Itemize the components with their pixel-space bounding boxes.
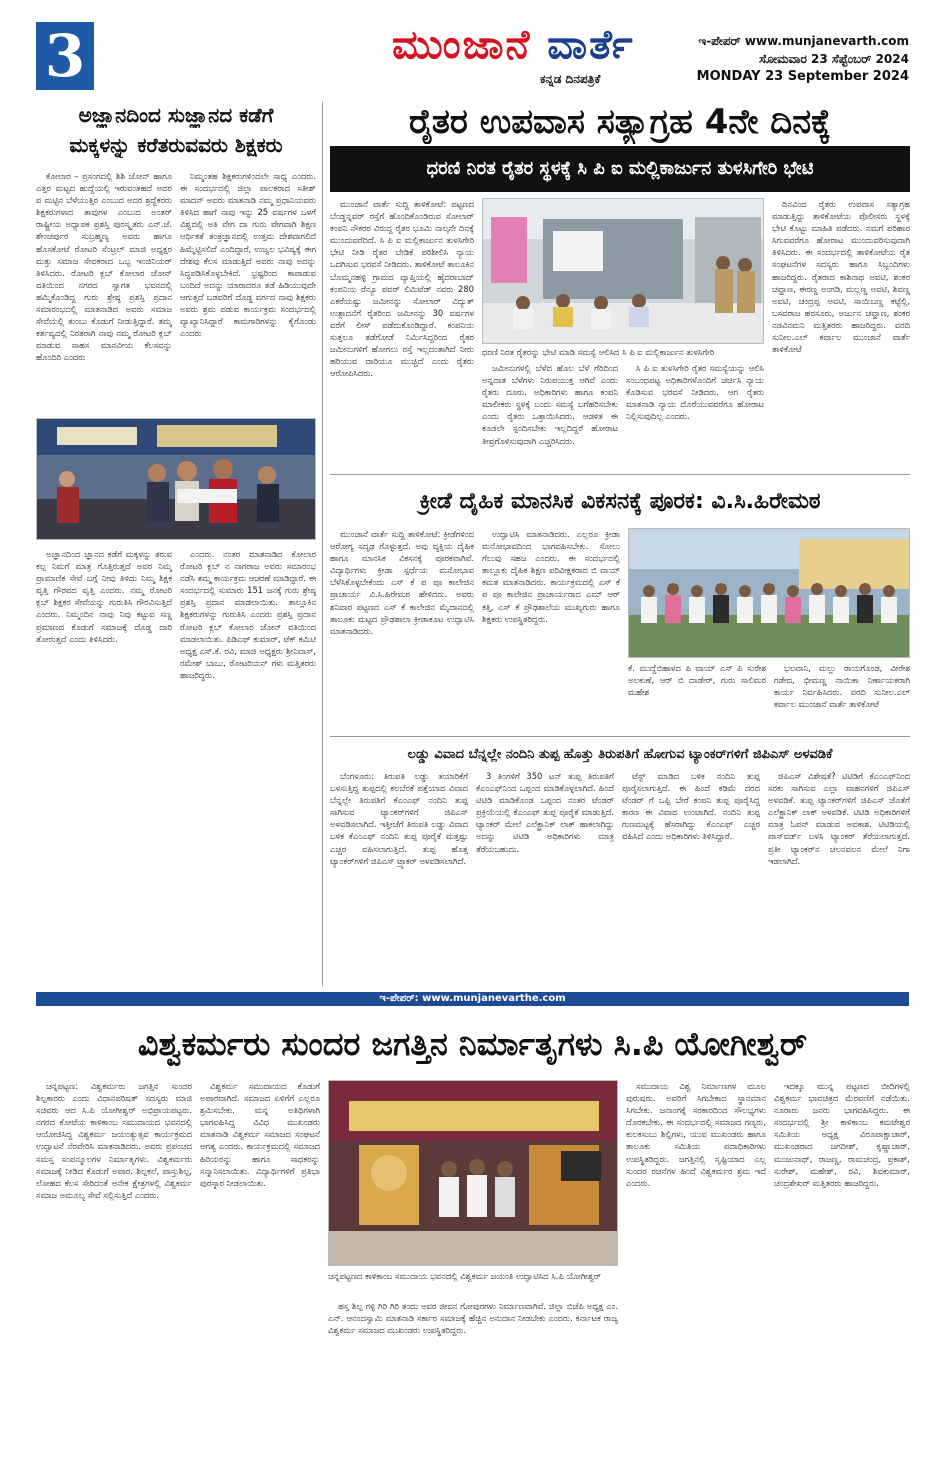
- teachers-body-col2: [180, 170, 316, 410]
- vishwakarma-headline: ವಿಶ್ವಕರ್ಮರು ಸುಂದರ ಜಗತ್ತಿನ ನಿರ್ಮಾತೃಗಳು ಸಿ.ಪಿ ಯೋಗೀಶ್ವರ್: [137, 1025, 808, 1063]
- vishwakarma-body-col4: [626, 1080, 766, 1470]
- farmers-body-col4: [772, 198, 910, 468]
- farmers-body-col1: [330, 198, 474, 468]
- page-number: 3: [36, 22, 94, 90]
- teachers-body-col1: [36, 170, 172, 410]
- sports-meet-image: [629, 529, 910, 658]
- vishwakarma-body-col5: [774, 1080, 910, 1470]
- farmers-body-col3: [626, 362, 764, 468]
- vishwakarma-body-col1-text: ಚನ್ನಪಟ್ಟಣ: ವಿಶ್ವಕರ್ಮರು ಜಗತ್ತಿನ ಸುಂದರ ಶಿಲ್ಪಕಾರರು ಎಂದು ವಿಧಾನಪರಿಷತ್ ಸದಸ್ಯರು ಮಾಜಿ ಸಚಿವರು ಆದ ಸಿ.ಪಿ ಯೋಗೀಶ್ವರ್ ಅಭಿಪ್ರಾಯಪಟ್ಟರು. ನಗರದ ಕೋಟೆಯ ಕಾಳಿಕಾಂಬ ಸಮುದಾಯದ ಭವನದಲ್ಲಿ ಆಯೋಜಿಸಿದ್ದ ವಿಶ್ವಕರ್ಮ ಜಯಂತ್ಯುತ್ಸವ ಕಾರ್ಯಕ್ರಮದ ಉದ್ಘಾಟನೆ ನೆರವೇರಿಸಿ ಮಾತನಾಡಿದರು. ಅವರು ಪ್ರಪಂಚದ ಸಮಸ್ತ ಸಂಪನ್ಮೂಲಗಳ ನಿರ್ಮಾತೃಗಳು. ವಿಶ್ವಕರ್ಮರು ಸಮಾಜಕ್ಕೆ ನೀಡಿದ ಕೊಡುಗೆ ಅಪಾರ. ಶಿಲ್ಪಕಲೆ, ವಾಸ್ತುಶಿಲ್ಪ, ಲೋಹದ ಕೆಲಸ ಸೇರಿದಂತೆ ಅನೇಕ ಕ್ಷೇತ್ರಗಳಲ್ಲಿ ವಿಶ್ವಕರ್ಮ ಸಮಾಜ ಅಮೂಲ್ಯ ಸೇವೆ ಸಲ್ಲಿಸುತ್ತಿದೆ ಎಂದರು.: [36, 1081, 192, 1200]
- masthead: [0, 0, 945, 98]
- protest-image: [483, 199, 764, 344]
- vishwakarma-body-col2-b: [328, 1300, 618, 1470]
- vishwakarma-caption: ಚನ್ನಪಟ್ಟಣದ ಕಾಳಿಕಾಂಬ ಸಮುದಾಯ ಭವನದಲ್ಲಿ ವಿಶ್ವಕರ್ಮ ಜಯಂತಿ ಉದ್ಘಾಟಿಸಿದ ಸಿ.ಪಿ ಯೋಗೀಶ್ವರ್: [328, 1271, 602, 1281]
- teachers-body-col1-text: ಕೋಲಾರ – ಪ್ರಸಂಗದಲ್ಲಿ ಶಿಶಿ ಜೋನ್ ಹಾಗೂ ಎತ್ತರ ಮಟ್ಟದ ಹುದ್ದೆಯಲ್ಲಿ ಇರುವಂತಹದೆ ಅದರ ಪ ಮಟ್ಟಿನ ಬೆಳೆಯುತ್ತಿರ ಎಂಬುದ ಅದರ ಶ್ರದ್ಧೆಕರರು ಶಿಕ್ಷಕರುಗಳಾದ ತಾವುಗಳ ಎಂಬುದ ಅಂತರ್ ರಾಷ್ಟ್ರೀಯ ಅಧ್ಯಾಪಕ ಪ್ರಶಸ್ತಿ ಪುರಸ್ಕೃತರು ಎನ್.ಜೆ. ಶೇಂಚರ್ಪುರ ಸುಬ್ರಹ್ಮಣ್ಯ ಅವರು ಹಾಗೂ ಹೊಸಕೋಟೆ ರೋಟರಿ ಸೆಂಟ್ರಲ್ ಮಾಜಿ ಅಧ್ಯಕ್ಷರ ಮತ್ತು ಸಮಾಜ ಸೇವಕರಾದ ಒಬ್ಬ ಇಂಜಿನಿಯರ್ ತಿಳಿಸಿದರು. ರೋಟರಿ ಕ್ಲಬ್ ಕೋಲಾರ ಜೋನ್ ವತಿಯಿಂದ ನಗರದ ಸ್ವಾಗತ ಭವನದಲ್ಲಿ ಹಮ್ಮಿಕೊಂಡಿದ್ದ ಗುರು ಶ್ರೇಷ್ಠ ಪ್ರಶಸ್ತಿ ಪ್ರದಾನ ಸಮಾರಂಭದಲ್ಲಿ ಮಾತನಾಡಿದ ಅವರು ಸಮಾಜ ಸೇವೆಯಲ್ಲಿ ತುಂಬು ಕೊಡುಗೆ ನೀಡುತ್ತಿದ್ದಾರೆ. ತಮ್ಮ ಕರ್ತವ್ಯದಲ್ಲಿ ನಿರತರಾಗಿ ನಾವು ನಮ್ಮ ರೋಟರಿ ಕ್ಲಬ್ ಮಾಡುವ ಸಾಹಸ ಮಾನವೀಯ ಕೆಲಸವನ್ನು ಹೊಂದಿರಿ ಎಂದರು: [36, 171, 172, 363]
- sports-body-col2: [482, 528, 620, 728]
- farmers-body-col4-text: ದಿನವಿಂದ ರೈತರು ಉಪವಾಸ ಸತ್ಯಾಗ್ರಹ ಮಾಡುತ್ತಿದ್ದು ತಾಳಿಕೋಟೆಯ ಪೊಲೀಸರು ಸ್ಥಳಕ್ಕೆ ಭೇಟಿ ಕೊಟ್ಟು ಮಾಹಿತಿ ಪಡೆದರು. ನಮಗೆ ಪರಿಹಾರ ಸಿಗುವವರೆಗೂ ಹೋರಾಟ ಮುಂದುವರಿಸುವುದಾಗಿ ತಿಳಿಸಿದರು. ಈ ಸಂದರ್ಭದಲ್ಲಿ ತಾಳಿಕೋಟೆಯ ರೈತ ಸಂಘಟನೆಗಳ ಸದಸ್ಯರು ಹಾಗೂ ಸಿಬ್ಬಂದಿಗಳು ಹಾಜರಿದ್ದರು. ರೈತರಾದ ಕಾಶಿನಾಥ ಅವಟಿ, ಶಂಕರ ಚವ್ಹಾಣ, ಈರಣ್ಣ ಅಂಗಡಿ, ಮಲ್ಲಣ್ಣ ಅವಟಿ, ಶಿವಣ್ಣ ಅವಟಿ, ಚಂದ್ರಪ್ಪ ಅವಟಿ, ಸಾಯಿಬಣ್ಣ ಕಟ್ಟೆಲ್ಲಿ, ಬಸವರಾಜ ಹರಸೂರು, ಅರ್ಜುನ ಚವ್ಹಾಣ, ಶಂಕರ ನಡವಿನಮನಿ ಮತ್ತಿತರರು ಹಾಜರಿದ್ದರು. ವರದಿ ಸುನೀಲ.ಎಲ್ ಕರ್ವಾಲ ಮುಂಜಾನೆ ವಾರ್ತೆ ತಾಳಿಕೋಟೆ: [772, 199, 910, 355]
- date-english: MONDAY 23 September 2024: [696, 69, 909, 84]
- sports-body-col2-text: ಉದ್ಘಾಟಿಸಿ ಮಾತನಾಡಿದರು. ಎಲ್ಲರೂ ಕ್ರೀಡಾ ಮನೋಭಾವದಿಂದ ಭಾಗವಹಿಸಬೇಕು. ಸೋಲು ಗೆಲುವು ಸಹಜ ಎಂದರು. ಈ ಸಂದರ್ಭದಲ್ಲಿ ತಾಲ್ಲೂಕು ದೈಹಿಕ ಶಿಕ್ಷಣ ಪರಿವೀಕ್ಷಕರಾದ ಬಿ ವಾಯ್ ಕಮತ ಮಾತನಾಡಿದರು. ಕಾರ್ಯಕ್ರಮದಲ್ಲಿ ಎಸ್ ಕೆ ಪ ಪೂ ಕಾಲೇಜಿನ ಪ್ರಾಚಾರ್ಯರಾದ ಎಮ್ ಆರ್ ಕತ್ತಿ, ಎಸ್ ಕೆ ಪ್ರೌಢಶಾಲೆಯ ಮುಖ್ಯಗುರು ಹಾಗೂ ಶಿಕ್ಷಕರು ಉಪಸ್ಥಿತರಿದ್ದರು.: [482, 529, 620, 624]
- farmers-headline: ರೈತರ ಉಪವಾಸ ಸತ್ಯಾಗ್ರಹ 4ನೇ ದಿನಕ್ಕೆ: [408, 102, 832, 142]
- ghee-body-col2-text: 3 ತಿಂಗಳಿಗೆ 350 ಟನ್ ತುಪ್ಪ ತಿರುಪತಿಗೆ ಕೆಎಂಎಫ್‌ನಿಂದ ಒಪ್ಪಂದ ಮಾಡಿಕೊಳ್ಳಲಾಗಿದೆ. ಹಿಂದೆ ಟಿಟಿಡಿ ಮಾಡಿಕೊಂಡ ಒಪ್ಪಂದ ನಂತರ ಟೆಂಡರ್ ಪ್ರಕ್ರಿಯೆಯಲ್ಲಿ ಕೆಎಂಎಫ್ ತುಪ್ಪ ಪೂರೈಕೆ ಮಾಡುತ್ತಿದೆ. ಟ್ಯಾಂಕರ್ ಮೇಲೆ ಎಲೆಕ್ಟ್ರಾನಿಕ್ ಲಾಕ್ ಹಾಕಲಾಗಿದ್ದು ಅದನ್ನು ಟಿಟಿಡಿ ಅಧಿಕಾರಿಗಳು ಮಾತ್ರ ತೆರೆಯಬಹುದು.: [476, 771, 614, 854]
- award-ceremony-image: [37, 419, 316, 540]
- date-kannada: ಸೋಮವಾರ 23 ಸೆಪ್ಟೆಂಬರ್ 2024: [759, 52, 909, 66]
- ghee-body-col3: [622, 770, 760, 984]
- website-link[interactable]: ಇ-ಪೇಪರ್ www.munjanevarth.com: [698, 34, 909, 48]
- teachers-body-col1-b-text: ಅಜ್ಞಾನದಿಂದ ಜ್ಞಾನದ ಕಡೆಗೆ ಮಕ್ಕಳನ್ನು ತರುವ ಕಲ್ಪ ನಿಮಗೆ ಮಾತ್ರ ಗೊತ್ತಿರುತ್ತದೆ ಅವರ ನಿಮ್ಮ ಪ್ರಾಮಾಣಿಕ ಸೇವೆ ಬಗ್ಗೆ ನೀವು ತಿಳಿದು ನಿಮ್ಮ ಶಿಕ್ಷಕ ವೃತ್ತಿ ಗೌರವದ ವೃತ್ತಿ ಎಂದರು. ನಮ್ಮ ರೋಟರಿ ಕ್ಲಬ್ ಶಿಕ್ಷಕರ ಸೇವೆಯನ್ನು ಗುರುತಿಸಿ ಗೌರವಿಸುತ್ತಿದೆ ಎಂದರು. ನಿಮ್ಮಂದಿನ ನಾವು ನಿವು ಕಟ್ಟುವ ಸಣ್ಣ ಪ್ರಮಾಣದ ಕೊಡುಗೆ ಸಮಾಜಕ್ಕೆ ದೊಡ್ಡ ದಾರಿ ತೋರುತ್ತದೆ ಎಂದು ತಿಳಿಸಿದರು.: [36, 549, 172, 644]
- sports-body-col1-text: ಮುಂಜಾನೆ ವಾರ್ತೆ ಸುದ್ದಿ ತಾಳಿಕೋಟೆ: ಕ್ರೀಡೆಗಳಿಂದ ಆರೋಗ್ಯ ಸದೃಢ ಗೊಳ್ಳುತ್ತದೆ. ಅವು ವ್ಯಕ್ತಿಯ ದೈಹಿಕ ಹಾಗೂ ಮಾನಸಿಕ ವಿಕಸನಕ್ಕೆ ಪೂರಕವಾಗಿವೆ. ವಿದ್ಯಾರ್ಥಿಗಳು ಕ್ರೀಡಾ ಸ್ಪರ್ಧೆಯ ಮನೋಭಾವ ಬೆಳೆಸಿಕೊಳ್ಳಬೇಕೆಂದು ಎಸ್ ಕೆ ಪ ಪೂ ಕಾಲೇಜಿನ ಪ್ರಾಚಾರ್ಯ ವಿ.ಸಿ.ಹಿರೇಮಠ ಹೇಳಿದರು. ಅವರು ಶನಿವಾರ ಪಟ್ಟಣದ ಎಸ್ ಕೆ ಕಾಲೇಜಿನ ಮೈದಾನದಲ್ಲಿ ತಾಲೂಕು ಮಟ್ಟದ ಪ್ರೌಢಶಾಲಾ ಕ್ರೀಡಾಕೂಟ ಉದ್ಘಾಟಿಸಿ ಮಾತನಾಡಿದರು.: [330, 529, 474, 636]
- ghee-body-col4-text: ಜಿಪಿಎಸ್ ವಿಶೇಷತೆ? ಟಿಟಿಡಿಗೆ ಕೆಎಂಎಫ್‌ನಿಂದ ಸರಕು ಸಾಗಿಸುವ ಎಲ್ಲಾ ವಾಹನಗಳಿಗೆ ಜಿಪಿಎಸ್ ಅಳವಡಿಕೆ. ತುಪ್ಪ ಟ್ಯಾಂಕರ್‌ಗಳಿಗೆ ಜಿಪಿಎಸ್ ಜೊತೆಗೆ ಎಲೆಕ್ಟ್ರಾನಿಕ್ ಲಾಕ್ ಅಳವಡಿಕೆ. ಟಿಟಿಡಿ ಅಧಿಕಾರಿಗಳಿಗೆ ಮಾತ್ರ ಓಪನ್ ಮಾಡುವ ಅವಕಾಶ. ಟಿಟಿಡಿಯಲ್ಲಿ ಪಾಸ್‌ವರ್ಡ್ ಬಳಸಿ ಟ್ಯಾಂಕರ್ ತೆರೆಯಲಾಗುತ್ತದೆ. ಪ್ರತೀ ಟ್ಯಾಂಕರ್‌ನ ಚಲನವಲನ ಮೇಲೆ ನಿಗಾ ಇಡಲಾಗಿದೆ.: [768, 771, 910, 866]
- vishwakarma-body-col5-text: ಇದಕ್ಕೂ ಮುನ್ನ ಪಟ್ಟಣದ ಬೀದಿಗಳಲ್ಲಿ ವಿಶ್ವಕರ್ಮ ಭಾವಚಿತ್ರದ ಮೆರವಣಿಗೆ ನಡೆಯಿತು. ನೂರಾರು ಜನರು ಭಾಗವಹಿಸಿದ್ದರು. ಈ ಸಂದರ್ಭದಲ್ಲಿ ಶ್ರೀ ಕಾಳಿಕಾಂಬ ಕಮಟೇಶ್ವರ ಸಮಿತಿಯ ಅಧ್ಯಕ್ಷ ವಿರೂಪಾಕ್ಷಾಚಾರ್, ಮುಖಂಡರಾದ ಜಗದೀಶ್, ಕೃಷ್ಣಾಚಾರ್, ಮಂಜುನಾಥ್, ರಾಜಣ್ಣ, ರಾಮಚಂದ್ರ, ಪ್ರಕಾಶ್, ಸುರೇಶ್, ಮಹೇಶ್, ರವಿ, ಶಿವಕುಮಾರ್, ಚಂದ್ರಶೇಖರ್ ಮತ್ತಿತರರು ಹಾಜರಿದ್ದರು.: [774, 1081, 910, 1188]
- teachers-headline-line2: ಮಕ್ಕಳನ್ನು ಕರೆತರುವವರು ಶಿಕ್ಷಕರು: [69, 133, 283, 157]
- section-divider: [330, 736, 910, 737]
- teachers-headline-line1: ಅಜ್ಞಾನದಿಂದ ಸುಜ್ಞಾನದ ಕಡೆಗೆ: [78, 103, 274, 127]
- ghee-body-col3-text: ಟೆಸ್ಟ್‌ ಮಾಡಿದ ಬಳಿಕ ನಂದಿನಿ ತುಪ್ಪ ಪೂರೈಸಲಾಗುತ್ತಿದೆ. ಈ ಹಿಂದೆ ಕಡಿಮೆ ದರದ ಟೆಂಡರ್ ಗೆ ಒಪ್ಪಿ ಬೇರೆ ಕಂಪನಿ ತುಪ್ಪ ಪೂರೈಸಿದ್ದ ಕಾರಣ ಈ ವಿವಾದ ಉಂಟಾಗಿದೆ. ನಂದಿನಿ ತುಪ್ಪ ಗುಣಮಟ್ಟಕ್ಕೆ ಹೆಸರಾಗಿದ್ದು ಕೆಎಂಎಫ್ ಎಚ್ಚರ ವಹಿಸಿದೆ ಎಂದು ಅಧಿಕಾರಿಗಳು ತಿಳಿಸಿದ್ದಾರೆ.: [622, 771, 760, 842]
- ghee-body-col4: [768, 770, 910, 984]
- edition-info: [697, 32, 909, 86]
- farmers-caption: ಧರಣಿ ನಿರತ ರೈತರನ್ನು ಭೇಟಿ ಮಾಡಿ ಸಮಸ್ಯೆ ಆಲಿಸಿದ ಸಿ ಪಿ ಐ ಮಲ್ಲಿಕಾರ್ಜುನ ತುಳಸಿಗೇರಿ: [482, 347, 715, 357]
- farmers-subhead: ಧರಣಿ ನಿರತ ರೈತರ ಸ್ಥಳಕ್ಕೆ ಸಿ ಪಿ ಐ ಮಲ್ಲಿಕಾರ್ಜುನ ತುಳಸಿಗೇರಿ ಭೇಟಿ: [330, 146, 910, 192]
- tagline: ಕನ್ನಡ ದಿನಪತ್ರಿಕೆ: [540, 72, 601, 86]
- sports-headline: ಕ್ರೀಡೆ ದೈಹಿಕ ಮಾನಸಿಕ ವಿಕಸನಕ್ಕೆ ಪೂರಕ: ವಿ.ಸಿ.ಹಿರೇಮಠ: [419, 489, 821, 514]
- sports-body-col1: [330, 528, 474, 728]
- sports-photo: [628, 528, 910, 658]
- vishwakarma-event-image: [329, 1081, 618, 1266]
- vishwakarma-body-col2-text: ವಿಶ್ವಕರ್ಮ ಸಮುದಾಯದ ಕೊಡುಗೆ ಅಪಾರವಾಗಿದೆ. ಸಮಾಜದ ಏಳಿಗೆಗೆ ಎಲ್ಲರೂ ಶ್ರಮಿಸಬೇಕು. ಮನ್ನ ಅತಿಥಿಗಳಾಗಿ ಭಾಗವಹಿಸಿದ್ದ ವಿವಿಧ ಮುಖಂಡರು ಮಾತನಾಡಿ ವಿಶ್ವಕರ್ಮ ಸಮಾಜದ ಸಂಘಟನೆ ಅಗತ್ಯ ಎಂದರು. ಕಾರ್ಯಕ್ರಮದಲ್ಲಿ ಸಮಾಜದ ಹಿರಿಯರನ್ನು ಹಾಗೂ ಸಾಧಕರನ್ನು ಸನ್ಮಾನಿಸಲಾಯಿತು. ವಿದ್ಯಾರ್ಥಿಗಳಿಗೆ ಪ್ರತಿಭಾ ಪುರಸ್ಕಾರ ನೀಡಲಾಯಿತು.: [200, 1081, 320, 1188]
- sports-body-col4: [774, 662, 910, 728]
- sports-body-col4-text: ಭಲವಾನಿ, ಮಲ್ಲು ರಾಯಗೊಂಡ, ವೀರೇಶ ಗಡೇದ, ಭೀಮಣ್ಣ ನಾಯಿಕಾ ನಿರ್ಣಾಯಕರಾಗಿ ಕಾರ್ಯ ನಿರ್ವಹಿಸಿದರು. ವರದಿ ಸುನೀಲ.ಎಲ್ ಕರ್ವಾಲ ಮುಂಜಾನೆ ವಾರ್ತೆ ತಾಳಿಕೋಟೆ: [774, 663, 910, 710]
- logo-part1: ಮುಂಜಾನೆ: [392, 22, 532, 68]
- section-divider: [330, 474, 910, 475]
- ghee-body-col1-text: ಬೆಂಗಳೂರು: ತಿರುಪತಿ ಲಡ್ಡು ತಯಾರಿಕೆಗೆ ಬಳಸುತ್ತಿದ್ದ ತುಪ್ಪದಲ್ಲಿ ಕಲಬೆರಕೆ ಪತ್ತೆಯಾದ ವಿವಾದ ಬೆನ್ನಲ್ಲೇ ತಿರುಪತಿಗೆ ಕೆಎಂಎಫ್ ನಂದಿನಿ ತುಪ್ಪ ಸಾಗಿಸುವ ಟ್ಯಾಂಕರ್‌ಗಳಿಗೆ ಜಿಪಿಎಸ್ ಅಳವಡಿಸಲಾಗಿದೆ. ಇತ್ತೀಚೆಗೆ ತಿರುಪತಿ ಲಡ್ಡು ವಿವಾದ ಬಳಿಕ ಕೆಎಂಎಫ್ ನಂದಿನಿ ತುಪ್ಪ ಪೂರೈಕೆ ಮತ್ತಷ್ಟು ಎಚ್ಚರ ವಹಿಸಲಾಗುತ್ತಿದೆ. ತುಪ್ಪ ಹೊತ್ತ ಟ್ಯಾಂಕರ್‌ಗಳಿಗೆ ಜಿಪಿಎಸ್ ಟ್ರ್ಯಾಕರ್ ಅಳವಡಿಸಲಾಗಿದೆ.: [330, 771, 468, 866]
- vishwakarma-body-col2-b-text: ಹಸ್ತ ಶಿಲ್ಪ ಗಳ್ಳಿ ಗಿರಿ ಗಿರಿ ತಂದು ಅವರ ಜೀವನ ಗೋಪುರಗಳು ನಿರ್ಮಾಣವಾಗಿವೆ. ಜಿಲ್ಲಾ ಬಿಜೆಪಿ ಅಧ್ಯಕ್ಷ ಎಂ. ಎನ್. ಆನಂದಸ್ವಾಮಿ ಮಾತನಾಡಿ ಸರ್ಕಾರ ಸಮಾಜಕ್ಕೆ ಹೆಚ್ಚಿನ ಅನುದಾನ ನೀಡಬೇಕು ಎಂದರು. ಕರ್ನಾಟಕ ರಾಜ್ಯ ವಿಶ್ವಕರ್ಮ ಸಮಾಜದ ಮುಖಂಡರು ಉಪಸ್ಥಿತರಿದ್ದರು.: [328, 1301, 618, 1336]
- teachers-body-col2-b-text: ಎಂದರು. ನಂತರ ಮಾತನಾಡಿದ ಕೋಲಾರ ರೋಟರಿ ಕ್ಲಬ್ ನ ನಾಗರಾಜ ಅವರು ಸಮಾರಂಭ ನಡೆಸಿ ತಮ್ಮ ಕಾರ್ಯಕ್ರಮ ಆಚರಣೆ ಮಾಡಿದ್ದಾರೆ. ಈ ಸಂದರ್ಭದಲ್ಲಿ ಸುಮಾರು 151 ಜನಕ್ಕೆ ಗುರು ಶ್ರೇಷ್ಠ ಪ್ರಶಸ್ತಿ ಪ್ರದಾನ ಮಾಡಲಾಯಿತು. ತಾಲ್ಲೂಕಿನ ಶಿಕ್ಷಕರುಗಳನ್ನು ಗುರುತಿಸಿ ಎಂದರು ಪ್ರಶಸ್ತಿ ಪ್ರದಾನ ರೋಟರಿ ಕ್ಲಬ್ ಕೋಲಾರ ಜೋನ್ ವತಿಯಿಂದ ಮಾಡಲಾಯಿತು. ಪಿಡಿಎಫ್ ಕುಮಾರ್, ಟೆಕ್ ಕಮಿಟಿ ಅಧ್ಯಕ್ಷ ಎಸ್.ಕೆ. ರವಿ, ಮಾಜಿ ಅಧ್ಯಕ್ಷರು ಶ್ರೀನಿವಾಸ್, ರಮೇಶ್ ಬಾಬು, ರೋಟರಿಯನ್ ಗಳು ಮತ್ತಿತರರು ಹಾಜರಿದ್ದರು.: [180, 549, 316, 680]
- vishwakarma-body-col4-text: ಸಮುದಾಯ ವಿಶ್ವ ನಿರ್ಮಾಣಗಳ ಮೂಲ ಪುರುಷರು. ಅವರಿಗೆ ಸಿಗಬೇಕಾದ ಸ್ಥಾನಮಾನ ಸಿಗಬೇಕು. ಜನಾಂಗಕ್ಕೆ ಸರಕಾರದಿಂದ ಸೌಲಭ್ಯಗಳು ದೊರಕಬೇಕು. ಈ ಸಂದರ್ಭದಲ್ಲಿ ಸಮಾಜದ ಗಣ್ಯರು, ಕುಲಕಸುಬು ಶಿಲ್ಪಿಗಳು, ಯುವ ಮುಖಂಡರು ಹಾಗೂ ತಾಲೂಕು ಸಮಿತಿಯ ಪದಾಧಿಕಾರಿಗಳು ಉಪಸ್ಥಿತರಿದ್ದರು. ಜಗತ್ತಿನಲ್ಲಿ ಸೃಷ್ಟಿಯಾದ ಎಲ್ಲ ಸುಂದರ ರಚನೆಗಳ ಹಿಂದೆ ವಿಶ್ವಕರ್ಮರ ಶ್ರಮ ಇದೆ ಎಂದರು.: [626, 1081, 766, 1188]
- teachers-body-col2-b: [180, 548, 316, 984]
- logo-part2: ವಾರ್ತೆ: [547, 22, 635, 68]
- farmers-body-col1-text: ಮುಂಜಾನೆ ವಾರ್ತೆ ಸುದ್ದಿ ತಾಳಿಕೋಟೆ: ಪಟ್ಟಣದ ಬೆಂಡ್ಡನ್ನವರ್ ರಸ್ತೆಗೆ ಹೊಂದಿಕೊಂಡಿರುವ ಸೋಲಾರ್ ಕಂಪನಿ ನೌಕರರ ವಿರುದ್ದ ರೈತರ ಭೂಮಿ ನಾಲ್ಕನೇ ದಿನಕ್ಕೆ ಮುಂದುವರೆದಿದೆ. ಸಿ ಪಿ ಐ ಮಲ್ಲಿಕಾರ್ಜುನ ತುಳಸಿಗೇರಿ ಭೇಟಿ ನೀಡಿ ರೈತರ ಬೇಡಿಕೆ ಪರಿಶೀಲಿಸಿ ನ್ಯಾಯ ಒದಗಿಸುವ ಭರವಸೆ ನೀಡಿದರು. ತಾಳಿಕೋಟೆ ತಾಲೂಕಿನ ಬೊಮ್ಮನಹಳ್ಳಿ ಗ್ರಾಮದ ವ್ಯಾಪ್ತಿಯಲ್ಲಿ ಹೈದರಾಬಾದ್ ಕಂಪನಿಯ ರೆನ್ಯೂ ಪವರ್ ಲಿಮಿಟೆಡ್ ನವರು 280 ಎಕರೆಯಷ್ಟು ಜಮೀನನ್ನು ಸೋಲಾರ್ ವಿದ್ಯುತ್ ಉತ್ಪಾದನೆಗೆ ರೈತರಿಂದ ಜಮೀನನ್ನು 30 ವರ್ಷಗಳ ವರೆಗೆ ಲೀಸ್ ಪಡೆದುಕೊಂಡಿದ್ದಾರೆ. ಕಂಪನಿಯ ಸುತ್ತಲೂ ತಡೆಗೋಡೆ ನಿರ್ಮಿಸಿದ್ದರಿಂದ ರೈತರ ಜಮೀನುಗಳಿಗೆ ಹೋಗಲು ರಸ್ತೆ ಇಲ್ಲದಂತಾಗಿದೆ ನೀರು ಹರಿಯುವ ದಾರಿಯೂ ಮುಚ್ಚಿದೆ ಎಂದು ರೈತರು ಆರೋಪಿಸಿದರು.: [330, 199, 474, 379]
- farmers-body-col2: [482, 362, 618, 468]
- vishwakarma-body-col1: [36, 1080, 192, 1470]
- ghee-body-col1: [330, 770, 468, 984]
- vishwakarma-body-col2: [200, 1080, 320, 1470]
- farmers-body-col3-text: ಸಿ ಪಿ ಐ ತುಳಸಿಗೇರಿ ರೈತರ ಸಮಸ್ಯೆಯನ್ನು ಆಲಿಸಿ ಸಂಬಂಧಪಟ್ಟ ಅಧಿಕಾರಿಗಳೊಂದಿಗೆ ಚರ್ಚಿಸಿ ನ್ಯಾಯ ಕೊಡಿಸುವ ಭರವಸೆ ನೀಡಿದರು. ಆಗ ರೈತರು ಮಾತನಾಡಿ ನ್ಯಾಯ ದೊರೆಯುವವರೆಗೂ ಹೋರಾಟ ನಿಲ್ಲಿಸುವುದಿಲ್ಲ ಎಂದರು.: [626, 363, 764, 422]
- sports-caption: ಕೆ. ಮುದ್ದೆಬಿಹಾಳದ ಪಿ ವಾಯ್ ಎಸ್ ಪಿ ಸುರೇಶ ಅಲಕುಣೆ, ಆರ್ ಬಿ ದಾಡೇರ್, ಗುರು ಸಾಲಿಮಠ ಮಹೇಶ: [628, 663, 766, 698]
- teachers-body-col2-text: ನಿಮ್ಮಂತಹ ಶಿಕ್ಷಕರುಗಳಿಂದಲೇ ಸಾಧ್ಯ ಎಂದರು. ಈ ಸಂದರ್ಭದಲ್ಲಿ ಜಿಲ್ಲಾ ಪಾಲಕರಾದ ಸತೀಶ್ ಮಾದನ್ ಅವರು ಮಾತನಾಡಿ ನಮ್ಮ ಪ್ರಧಾನಿಯವರು ತಿಳಿಸಿದ ಹಾಗೆ ನಾವು ಇನ್ನು 25 ವರ್ಷಗಳ ಒಳಗೆ ವಿಶ್ವದಲ್ಲಿ ಅತಿ ವೇಗ ದಾ ಗುರು ವೇಗವಾಗಿ ಶಿಕ್ಷಣ ಆರ್ಥಿಕತೆ ತಂತ್ರಜ್ಞಾನದಲ್ಲಿ ಉತ್ತಮ ದೇಶವಾಗಲಿದೆ ಹಿಮ್ಮೆಟ್ಟಿಸಲಿದೆ ಎಂದಿದ್ದಾರೆ, ಉಜ್ವಲ ಭವಿಷ್ಯಕ್ಕೆ ಈಗ ದೇಶವು ಕೆಲಸ ಮಾಡುತ್ತಿದೆ ಅವರು ನಾವು ಅದನ್ನು ಸಿದ್ಧಪಡಿಸಿಕೊಳ್ಳಬೇಕಿದೆ. ಭ್ರಷ್ಟರಿಂದ ಕಾಪಾಡುವ ಬಂದಿದೆ ಅದನ್ನು ಯಾರಾದರೂ ತಡೆ ಹಿಡಿಯುವುದೇ ಆಗುತ್ತದೆ ಬಡವರಿಗೆ ದೊಡ್ಡ ವರ್ಗದ ನಾವು ಶಿಕ್ಷಕರು ಅವರು ಶ್ರಮ ಪಡುವ ಕಾರ್ಯಕ್ರಮ ಸಂದರ್ಭದಲ್ಲಿ ವ್ಯಾಖ್ಯಾನಿಸಿದ್ದಾರೆ ಕಾಮಗಾರಿಗಳನ್ನು ಕೈಗೊಂಡು ಎಂದರು: [180, 171, 316, 339]
- newspaper-logo: [392, 22, 635, 68]
- farmers-body-col2-text: ಜಮೀನುಗಳಲ್ಲಿ ಬೆಳೆದ ಹೊಲ ಬೆಳೆ ಗೆರಿದಿಂದ ಅನ್ನದಾತ ಬೆಳೆಗಳು ನಿರುಪಯುಕ್ತ ಆಗಿವೆ ಎಂದು ರೈತರು ದೂರು. ಅಧಿಕಾರಿಗಳು ಹಾಗೂ ಕಂಪನಿ ಮಾಲೀಕರು ಸ್ಥಳಕ್ಕೆ ಬಂದು ಸಮಸ್ಯೆ ಬಗೆಹರಿಸಬೇಕು ಎಂದು ರೈತರು ಒತ್ತಾಯಿಸಿದರು. ಆಡಳಿತ ಈ ಕೂಡಲೇ ಸ್ಪಂದಿಸಬೇಕು ಇಲ್ಲದಿದ್ದರೆ ಹೋರಾಟ ತೀವ್ರಗೊಳಿಸುವುದಾಗಿ ಎಚ್ಚರಿಸಿದರು.: [482, 363, 618, 446]
- ghee-body-col2: [476, 770, 614, 984]
- vishwakarma-photo: [328, 1080, 618, 1266]
- teachers-photo: [36, 418, 316, 540]
- epaper-strip[interactable]: ಇ-ಪೇಪರ್: www.munjanevarthe.com: [36, 992, 909, 1006]
- teachers-body-col1-b: [36, 548, 172, 984]
- farmers-photo: [482, 198, 764, 344]
- ghee-headline: ಲಡ್ಡು ವಿವಾದ ಬೆನ್ನಲ್ಲೇ ನಂದಿನಿ ತುಪ್ಪ ಹೊತ್ತು ತಿರುಪತಿಗೆ ಹೋಗುವ ಟ್ಯಾಂಕರ್‌ಗಳಿಗೆ ಜಿಪಿಎಸ್ ಅಳವಡಿಕೆ: [407, 747, 833, 762]
- column-divider: [322, 102, 323, 986]
